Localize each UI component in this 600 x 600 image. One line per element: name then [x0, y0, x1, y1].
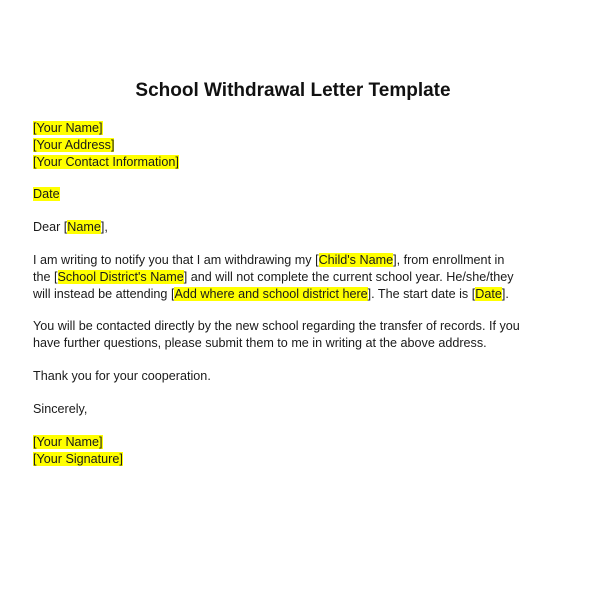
start-date-placeholder: Date — [475, 287, 502, 301]
paragraph-records-transfer — [33, 318, 563, 352]
date-block — [33, 186, 563, 203]
salutation: Dear [Name], — [33, 220, 108, 234]
new-school-placeholder: Add where and school district here — [174, 287, 368, 301]
p1-text-2: , from enrollment in — [396, 253, 505, 267]
thanks-line: Thank you for your cooperation. — [33, 369, 211, 383]
signature-name-line — [33, 434, 563, 451]
sender-name-placeholder: [Your Name] — [33, 121, 103, 135]
salutation-suffix: , — [104, 220, 108, 234]
recipient-name-placeholder: Name — [67, 220, 101, 234]
paragraph1-line2: the [School District's Name] and will not complete the current school year. He/she/they — [33, 270, 514, 284]
paragraph1-line3: will instead be attending [Add where and school district here]. The start date is [Date]. — [33, 287, 509, 301]
document-title: School Withdrawal Letter Template — [135, 80, 451, 101]
paragraph2-line2: have further questions, please submit them to me in writing at the above address. — [33, 336, 487, 350]
p1-text-4: and will not complete the current school year. He/she/they — [187, 270, 514, 284]
signature-placeholder: [Your Signature] — [33, 452, 123, 466]
paragraph2-line1: You will be contacted directly by the new school regarding the transfer of records. If you — [33, 319, 520, 333]
closing-line: Sincerely, — [33, 402, 88, 416]
p1-text-7: . — [505, 287, 509, 301]
paragraph1-line1: I am writing to notify you that I am withdrawing my [Child's Name], from enrollment in — [33, 253, 505, 267]
sender-name-text: Your Name — [36, 121, 100, 135]
sender-address-placeholder: [Your Address] — [33, 138, 115, 152]
paragraph-withdrawal-notice — [33, 252, 563, 303]
sender-info-block — [33, 120, 563, 171]
salutation-prefix: Dear — [33, 220, 64, 234]
signature-name-placeholder: [Your Name] — [33, 435, 103, 449]
sender-contact-line — [33, 154, 563, 171]
sender-address-line — [33, 137, 563, 154]
school-district-placeholder: School District's Name — [57, 270, 184, 284]
sender-name-line — [33, 120, 563, 137]
sender-address-text: Your Address — [36, 138, 111, 152]
signature-line — [33, 451, 563, 468]
child-name-placeholder: Child's Name — [318, 253, 394, 267]
signature-text: Your Signature — [36, 452, 120, 466]
p1-text-6: . The start date is — [371, 287, 472, 301]
sender-contact-placeholder: [Your Contact Information] — [33, 155, 179, 169]
p1-text-1: I am writing to notify you that I am withdrawing my — [33, 253, 316, 267]
date-placeholder: Date — [33, 187, 60, 201]
sender-contact-text: Your Contact Information — [36, 155, 176, 169]
p1-text-3: the — [33, 270, 55, 284]
p1-text-5: will instead be attending — [33, 287, 171, 301]
signature-name-text: Your Name — [36, 435, 100, 449]
signature-block — [33, 434, 563, 468]
